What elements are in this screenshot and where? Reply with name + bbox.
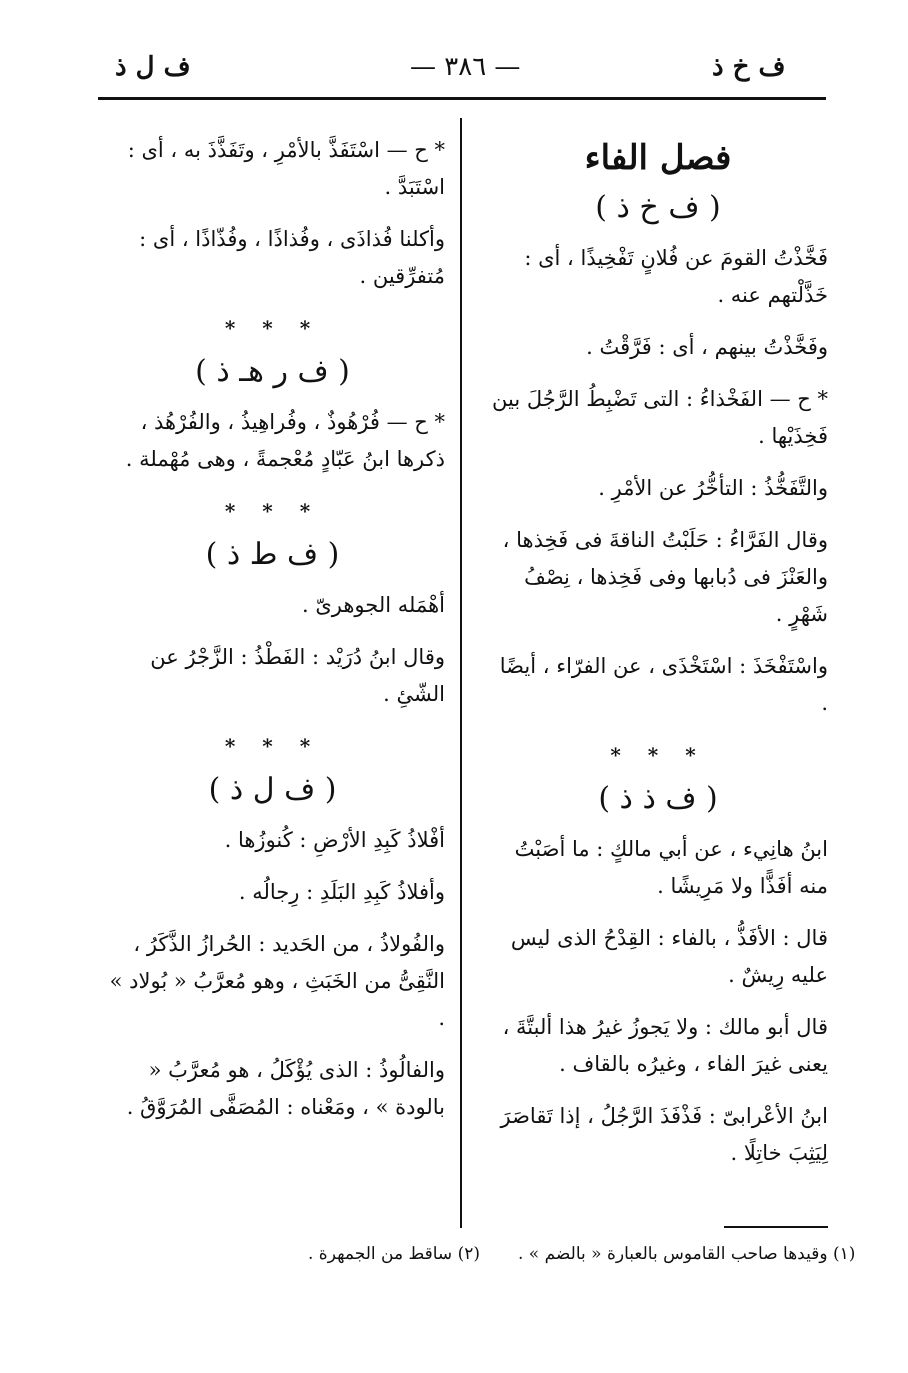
entry-paragraph: وقال ابنُ دُرَيْد : الفَطْذُ : الزَّجْرُ عن الشّئِ . xyxy=(150,645,445,706)
entry-paragraph: وأفلاذُ كَبِدِ البَلَدِ : رِجالُه . xyxy=(238,880,445,904)
entry-paragraph: واسْتَفْخَذَ : اسْتَخْذَى ، عن الفرّاء ، أيضًا . xyxy=(499,654,828,715)
separator-stars: * * * xyxy=(610,743,706,767)
column-divider xyxy=(460,118,462,1228)
root-heading: ( ف خ ذ ) xyxy=(595,190,721,225)
header-rule xyxy=(98,97,826,100)
entry-paragraph: * ح — اسْتَفَذَّ بالأمْرِ ، وتَفَذَّذَ به ، أى : اسْتَبَدَّ . xyxy=(127,138,445,199)
page-number: — ٣٨٦ — xyxy=(410,52,521,82)
left-column xyxy=(100,132,445,1141)
entry-paragraph: وفَخَّذْتُ بينهم ، أى : فَرَّقْتُ . xyxy=(586,335,828,359)
entry-paragraph: ابنُ هانِيء ، عن أبي مالكٍ : ما أصَبْتُ منه أفَذًّا ولا مَرِيشًا . xyxy=(514,837,828,898)
entry-paragraph: فَخَّذْتُ القومَ عن فُلانٍ تَفْخِيذًا ، أى : خَذَّلْتهم عنه . xyxy=(524,246,828,307)
root-heading: ( ف ل ذ ) xyxy=(208,772,337,807)
footnote-2: (٢) ساقط من الجمهرة . xyxy=(308,1244,480,1264)
entry-paragraph: ابنُ الأعْرابىّ : فَذْفَذَ الرَّجُلُ ، إذا تَقاصَرَ لِيَثِبَ خاتِلًا . xyxy=(500,1104,828,1165)
footnote-rule xyxy=(724,1226,828,1228)
footnote-1: (١) وقيدها صاحب القاموس بالعبارة « بالضم » . xyxy=(518,1244,856,1264)
entry-paragraph: والتَّفَخُّذُ : التأخُّرُ عن الأمْرِ . xyxy=(598,476,828,500)
root-heading: ( ف ر هـ ذ ) xyxy=(195,354,350,389)
right-column xyxy=(488,132,828,1187)
entry-paragraph: * ح — الفَخْذاءُ : التى تَضْبِطُ الرَّجُلَ بين فَخِذَيْها . xyxy=(492,387,828,448)
root-heading: ( ف ذ ذ ) xyxy=(598,781,718,816)
entry-paragraph: قال : الأفَذُّ ، بالفاء : القِدْحُ الذى ليس عليه رِيشٌ . xyxy=(510,926,828,987)
entry-paragraph: والفالُوذُ : الذى يُؤْكَلُ ، هو مُعرَّبُ « بالودة » ، ومَعْناه : المُصَفَّى المُرَوَّقُ . xyxy=(126,1058,445,1119)
entry-paragraph: قال أبو مالك : ولا يَجوزُ غيرُ هذا ألبتَّةَ ، يعنى غيرَ الفاء ، وغيرُه بالقاف . xyxy=(502,1015,828,1076)
entry-paragraph: أهْمَله الجوهرىّ . xyxy=(301,593,445,617)
header-root-right: ف خ ذ xyxy=(712,52,786,82)
entry-paragraph: والفُولاذُ ، من الحَديد : الحُرازُ الذَّكَرُ ، النَّقِىُّ من الخَبَثِ ، وهو مُعرَّبُ « بُولاد » . xyxy=(109,932,445,1030)
separator-stars: * * * xyxy=(224,734,321,758)
entry-paragraph: وقال الفَرَّاءُ : حَلَبْتُ الناقةَ فى فَخِذها ، والعَنْزَ فى دُبابها وفى فَخِذها ، نِصْفُ شَهْرٍ . xyxy=(502,528,828,626)
separator-stars: * * * xyxy=(224,316,321,340)
separator-stars: * * * xyxy=(224,499,321,523)
entry-paragraph: * ح — فُرْهُوذٌ ، وفُراهِيذُ ، والفُرْهُذ ، ذكرها ابنُ عَبّادٍ مُعْجمةً ، وهى مُهْملة . xyxy=(125,410,445,471)
entry-paragraph: أفْلاذُ كَبِدِ الأرْضِ : كُنوزُها . xyxy=(224,828,445,852)
section-title: فصل الفاء xyxy=(584,138,732,178)
root-heading: ( ف ط ذ ) xyxy=(205,537,340,572)
header-root-left: ف ل ذ xyxy=(115,52,191,82)
entry-paragraph: وأكلنا فُذاذَى ، وفُذاذًا ، وفُذّاذًا ، أى : مُتفرِّقين . xyxy=(139,227,445,288)
